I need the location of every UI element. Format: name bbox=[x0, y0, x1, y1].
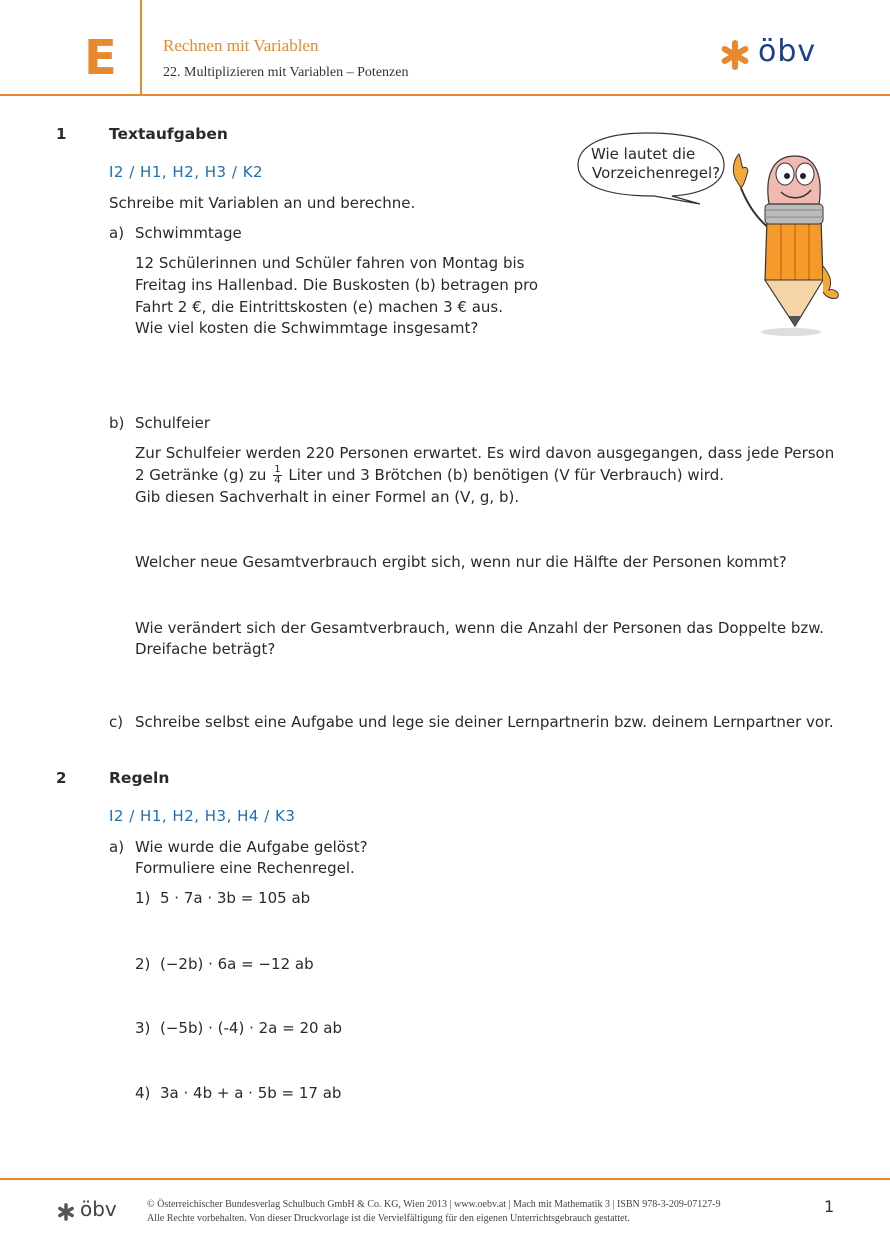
task-1b-line-2-end: Liter und 3 Brötchen (b) benötigen (V für Verbrauch) wird. bbox=[288, 466, 724, 484]
header-left-rule bbox=[140, 0, 142, 95]
task-2-title: Regeln bbox=[109, 769, 170, 787]
chapter-title: Rechnen mit Variablen bbox=[163, 36, 319, 55]
chapter-subtitle: 22. Multiplizieren mit Variablen – Potenzen bbox=[163, 65, 409, 80]
task-1b-line-1: Zur Schulfeier werden 220 Personen erwartet. Es wird davon ausgegangen, dass jede Person bbox=[135, 444, 835, 462]
pencil-mascot-icon bbox=[725, 148, 845, 338]
task-2-item-2-label: 2) bbox=[135, 955, 151, 973]
fraction-denominator: 4 bbox=[274, 475, 281, 486]
footer-asterisk-logo-icon bbox=[56, 1202, 76, 1222]
footer-rule bbox=[0, 1178, 890, 1180]
task-1-title: Textaufgaben bbox=[109, 125, 228, 143]
speech-line-2: Vorzeichenregel? bbox=[592, 164, 721, 182]
task-1-number: 1 bbox=[56, 125, 67, 143]
task-1a-line-4: Wie viel kosten die Schwimmtage insgesamt? bbox=[135, 319, 479, 337]
task-2-item-3-label: 3) bbox=[135, 1019, 151, 1037]
task-1a-line-3: Fahrt 2 €, die Eintrittskosten (e) machen 3 € aus. bbox=[135, 298, 503, 316]
speech-line-1: Wie lautet die bbox=[591, 145, 696, 163]
task-2-item-4-label: 4) bbox=[135, 1084, 151, 1102]
task-1b-title: Schulfeier bbox=[135, 414, 211, 432]
header-bottom-rule bbox=[0, 94, 890, 96]
task-1-competence-codes: I2 / H1, H2, H3 / K2 bbox=[109, 163, 264, 181]
task-2-item-2-expr: (−2b) · 6a = −12 ab bbox=[160, 955, 314, 973]
footer-copyright bbox=[147, 1198, 721, 1226]
task-1a-line-2: Freitag ins Hallenbad. Die Buskosten (b) betragen pro bbox=[135, 276, 539, 294]
task-1-intro: Schreibe mit Variablen an und berechne. bbox=[109, 194, 416, 212]
footer-line-1: © Österreichischer Bundesverlag Schulbuch GmbH & Co. KG, Wien 2013 | www.oebv.at | Mach mit Mathematik 3 | ISBN 978-3-209-07127-9 bbox=[147, 1199, 721, 1210]
footer-logo-text: öbv bbox=[80, 1197, 117, 1221]
task-1a-title: Schwimmtage bbox=[135, 224, 242, 242]
task-2-number: 2 bbox=[56, 769, 67, 787]
task-2a-line-2: Formuliere eine Rechenregel. bbox=[135, 859, 355, 877]
footer-line-2: Alle Rechte vorbehalten. Von dieser Druckvorlage ist die Vervielfältigung für den eigenen Unterrichtsgebrauch gestattet. bbox=[147, 1213, 630, 1224]
section-letter: E bbox=[84, 30, 117, 86]
page-number: 1 bbox=[824, 1197, 835, 1216]
task-2-item-3-expr: (−5b) · (-4) · 2a = 20 ab bbox=[160, 1019, 343, 1037]
task-1b-line-3: Gib diesen Sachverhalt in einer Formel an (V, g, b). bbox=[135, 488, 520, 506]
task-1b-question-2-line-2: Dreifache beträgt? bbox=[135, 640, 276, 658]
task-2-item-1-label: 1) bbox=[135, 889, 151, 907]
task-1b-label: b) bbox=[109, 414, 125, 432]
task-1a-label: a) bbox=[109, 224, 125, 242]
asterisk-logo-icon bbox=[718, 38, 752, 72]
logo-text: öbv bbox=[758, 34, 817, 69]
task-2-competence-codes: I2 / H1, H2, H3, H4 / K3 bbox=[109, 807, 296, 825]
task-2a-line-1: Wie wurde die Aufgabe gelöst? bbox=[135, 838, 368, 856]
task-1c-text: Schreibe selbst eine Aufgabe und lege sie deiner Lernpartnerin bzw. deinem Lernpartner vor. bbox=[135, 713, 834, 731]
task-1b-line-2-start: 2 Getränke (g) zu bbox=[135, 466, 267, 484]
task-1c-label: c) bbox=[109, 713, 124, 731]
task-1b-question-2-line-1: Wie verändert sich der Gesamtverbrauch, wenn die Anzahl der Personen das Doppelte bzw. bbox=[135, 619, 824, 637]
task-2-item-1-expr: 5 · 7a · 3b = 105 ab bbox=[160, 889, 311, 907]
task-2a-label: a) bbox=[109, 838, 125, 856]
fraction-numerator: 1 bbox=[274, 464, 281, 475]
task-1b-line-2 bbox=[135, 464, 724, 486]
task-2-item-4-expr: 3a · 4b + a · 5b = 17 ab bbox=[160, 1084, 342, 1102]
task-1b-question-1: Welcher neue Gesamtverbrauch ergibt sich, wenn nur die Hälfte der Personen kommt? bbox=[135, 553, 787, 571]
task-1a-line-1: 12 Schülerinnen und Schüler fahren von Montag bis bbox=[135, 254, 525, 272]
quarter-fraction bbox=[273, 465, 281, 486]
